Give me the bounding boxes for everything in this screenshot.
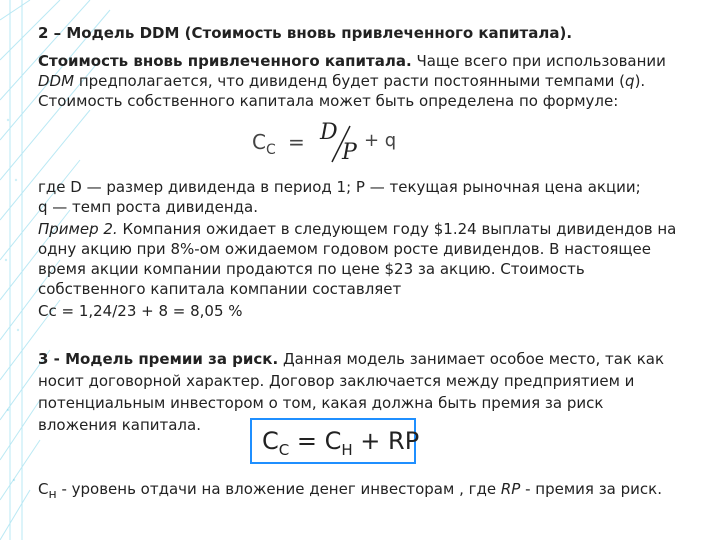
paragraph-line: собственного капитала компании составляет bbox=[38, 280, 402, 298]
paragraph-line: q — темп роста дивиденда. bbox=[38, 198, 259, 216]
formula-numerator: D bbox=[320, 120, 338, 145]
definition-line: $С_н$ - уровень отдачи на вложение денег инвесторам , где RP - премия за риск. bbox=[38, 480, 662, 501]
section-3-heading: 3 - Модель премии за риск. Данная модель занимает особое место, так как bbox=[38, 350, 665, 368]
ddm-formula bbox=[252, 118, 412, 166]
formula-plus-q: + q bbox=[364, 130, 397, 151]
paragraph-line: Стоимость вновь привлеченного капитала. Чаще всего при использовании bbox=[38, 52, 666, 70]
paragraph-line: DDM предполагается, что дивиденд будет расти постоянными темпами (q). bbox=[38, 72, 646, 90]
paragraph-line: время акции компании продаются по цене $23 за акцию. Стоимость bbox=[38, 260, 585, 278]
paragraph-line: одну акцию при 8%-ом ожидаемом годовом росте дивидендов. В настоящее bbox=[38, 240, 651, 258]
formula-denominator: P bbox=[342, 140, 357, 165]
example-line: Пример 2. Компания ожидает в следующем году $1.24 выплаты дивидендов на bbox=[38, 220, 677, 238]
calculation-line: Сс = 1,24/23 + 8 = 8,05 % bbox=[38, 302, 243, 320]
formula-cc: $С_С$ bbox=[252, 130, 276, 158]
section-2-heading: 2 – Модель DDM (Стоимость вновь привлеченного капитала). bbox=[38, 24, 573, 42]
paragraph-line: носит договорной характер. Договор заключается между предприятием и bbox=[38, 372, 635, 390]
paragraph-line: где D — размер дивиденда в период 1; P — текущая рыночная цена акции; bbox=[38, 178, 641, 196]
paragraph-line: вложения капитала. bbox=[38, 416, 201, 434]
risk-premium-formula: $C_С = C_Н$ + RP bbox=[262, 427, 420, 459]
paragraph-line: Стоимость собственного капитала может быть определена по формуле: bbox=[38, 92, 619, 110]
paragraph-line: потенциальным инвестором о том, какая должна быть премия за риск bbox=[38, 394, 604, 412]
formula-equals: = bbox=[288, 130, 305, 154]
risk-premium-formula-box bbox=[250, 418, 420, 464]
